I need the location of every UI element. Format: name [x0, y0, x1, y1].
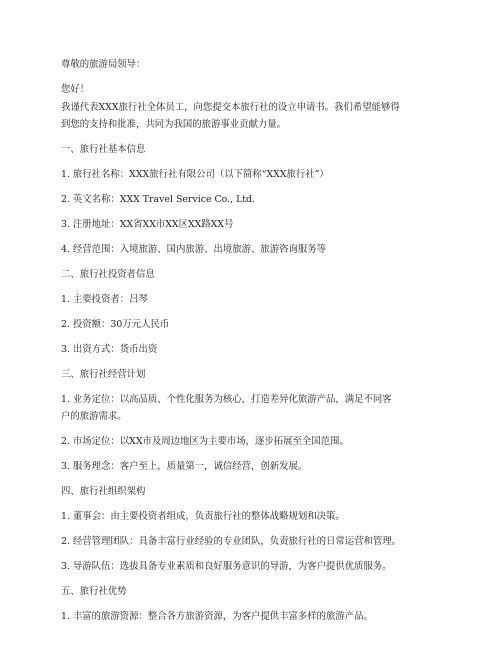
list-item: 2. 投资额：30万元人民币: [61, 319, 170, 330]
section-heading-org-structure: 四、旅行社组织架构: [61, 486, 146, 497]
list-item-continuation: 户的旅游需求。: [61, 411, 127, 422]
intro-paragraph-line-1: 我谨代表XXX旅行社全体员工，向您提交本旅行社的设立申请书。我们希望能够得: [61, 102, 400, 113]
list-item: 2. 经营管理团队：具备丰富行业经验的专业团队，负责旅行社的日常运营和管理。: [61, 536, 402, 547]
list-item: 1. 丰富的旅游资源：整合各方旅游资源，为客户提供丰富多样的旅游产品。: [61, 611, 373, 622]
list-item: 4. 经营范围：入境旅游、国内旅游、出境旅游、旅游咨询服务等: [61, 244, 327, 255]
greeting: 尊敬的旅游局领导：: [61, 59, 146, 70]
section-heading-basic-info: 一、旅行社基本信息: [61, 144, 146, 155]
section-heading-advantages: 五、旅行社优势: [61, 586, 127, 597]
section-heading-investor-info: 二、旅行社投资者信息: [61, 269, 155, 280]
list-item: 3. 注册地址：XX省XX市XX区XX路XX号: [61, 219, 234, 230]
intro-paragraph-line-2: 到您的支持和批准，共同为我国的旅游事业贡献力量。: [61, 119, 287, 130]
list-item: 3. 导游队伍：选拔具备专业素质和良好服务意识的导游，为客户提供优质服务。: [61, 561, 392, 572]
list-item: 2. 英文名称：XXX Travel Service Co., Ltd.: [61, 194, 256, 205]
list-item: 3. 服务理念：客户至上，质量第一，诚信经营，创新发展。: [61, 461, 308, 472]
list-item: 2. 市场定位：以XX市及周边地区为主要市场，逐步拓展至全国范围。: [61, 436, 349, 447]
section-heading-business-plan: 三、旅行社经营计划: [61, 369, 146, 380]
list-item: 1. 旅行社名称：XXX旅行社有限公司（以下简称“XXX旅行社”）: [61, 169, 329, 180]
salutation: 您好！: [61, 84, 90, 95]
list-item: 1. 业务定位：以高品质、个性化服务为核心，打造差异化旅游产品，满足不同客: [61, 394, 392, 405]
list-item: 3. 出资方式：货币出资: [61, 344, 158, 355]
list-item: 1. 董事会：由主要投资者组成，负责旅行社的整体战略规划和决策。: [61, 511, 345, 522]
list-item: 1. 主要投资者：吕琴: [61, 294, 148, 305]
